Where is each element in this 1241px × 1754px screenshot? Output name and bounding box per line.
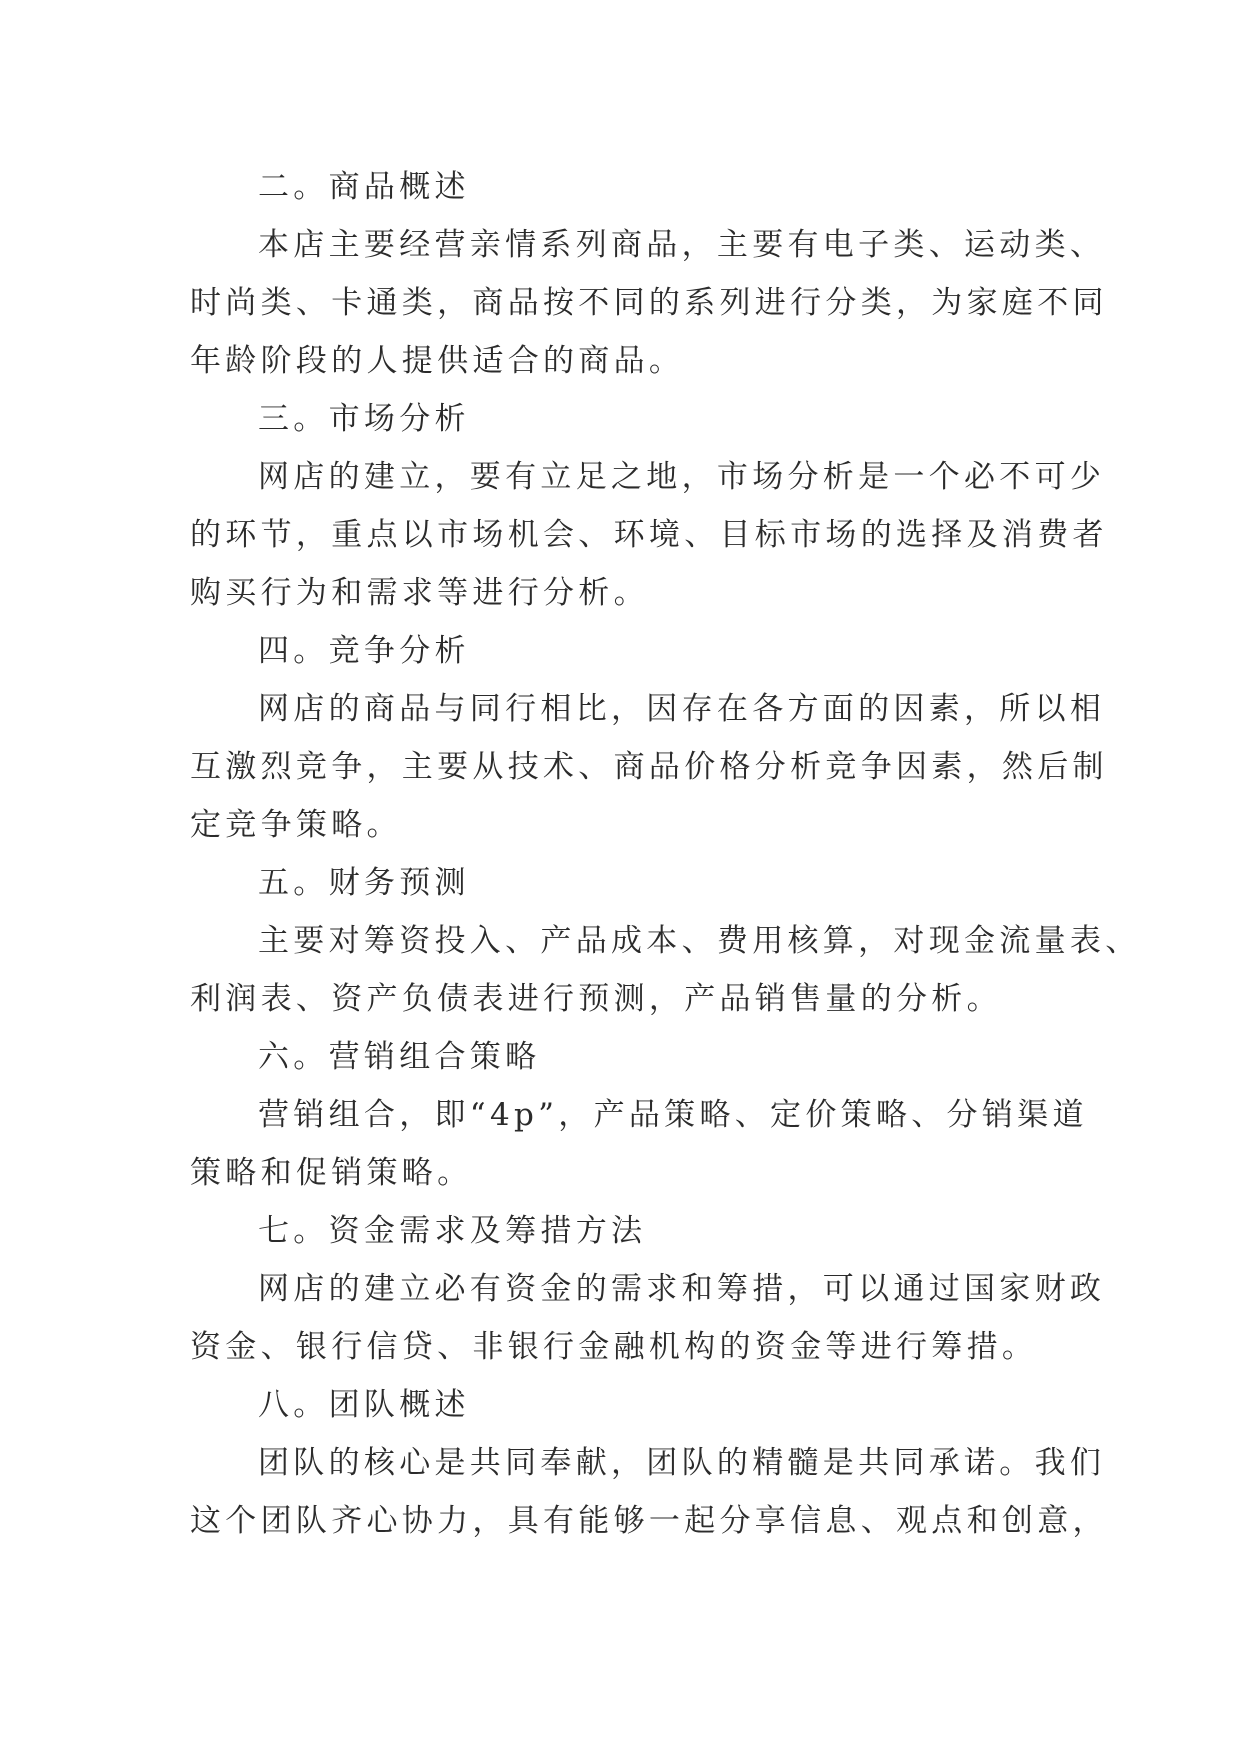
paragraph-line: 资金、银行信贷、非银行金融机构的资金等进行筹措。	[190, 1329, 1038, 1365]
document-body	[190, 158, 1141, 1550]
paragraph-line: 主要对筹资投入、产品成本、费用核算，对现金流量表、	[258, 923, 1141, 959]
paragraph-line: 团队的核心是共同奉献，团队的精髓是共同承诺。我们	[258, 1445, 1106, 1481]
paragraph-line: 营销组合，即“4p”，产品策略、定价策略、分销渠道	[258, 1097, 1088, 1133]
paragraph-line: 时尚类、卡通类，商品按不同的系列进行分类，为家庭不同	[190, 285, 1108, 321]
heading-funding-needs: 七。资金需求及筹措方法	[258, 1213, 647, 1249]
paragraph-line: 利润表、资产负债表进行预测，产品销售量的分析。	[190, 981, 1002, 1017]
paragraph-line: 网店的建立，要有立足之地，市场分析是一个必不可少	[258, 459, 1106, 495]
heading-product-overview: 二。商品概述	[258, 169, 470, 205]
heading-competition-analysis: 四。竞争分析	[258, 633, 470, 669]
paragraph-line: 的环节，重点以市场机会、环境、目标市场的选择及消费者	[190, 517, 1108, 553]
paragraph-line: 这个团队齐心协力，具有能够一起分享信息、观点和创意，	[190, 1503, 1108, 1539]
paragraph-line: 定竞争策略。	[190, 807, 402, 843]
paragraph-line: 策略和促销策略。	[190, 1155, 473, 1191]
heading-market-analysis: 三。市场分析	[258, 401, 470, 437]
paragraph-line: 购买行为和需求等进行分析。	[190, 575, 649, 611]
paragraph-line: 网店的商品与同行相比，因存在各方面的因素，所以相	[258, 691, 1106, 727]
paragraph-line: 网店的建立必有资金的需求和筹措，可以通过国家财政	[258, 1271, 1106, 1307]
heading-marketing-mix: 六。营销组合策略	[258, 1039, 541, 1075]
heading-financial-forecast: 五。财务预测	[258, 865, 470, 901]
paragraph-line: 本店主要经营亲情系列商品，主要有电子类、运动类、	[258, 227, 1106, 263]
paragraph-line: 年龄阶段的人提供适合的商品。	[190, 343, 685, 379]
heading-team-overview: 八。团队概述	[258, 1387, 470, 1423]
paragraph-line: 互激烈竞争，主要从技术、商品价格分析竞争因素，然后制	[190, 749, 1108, 785]
